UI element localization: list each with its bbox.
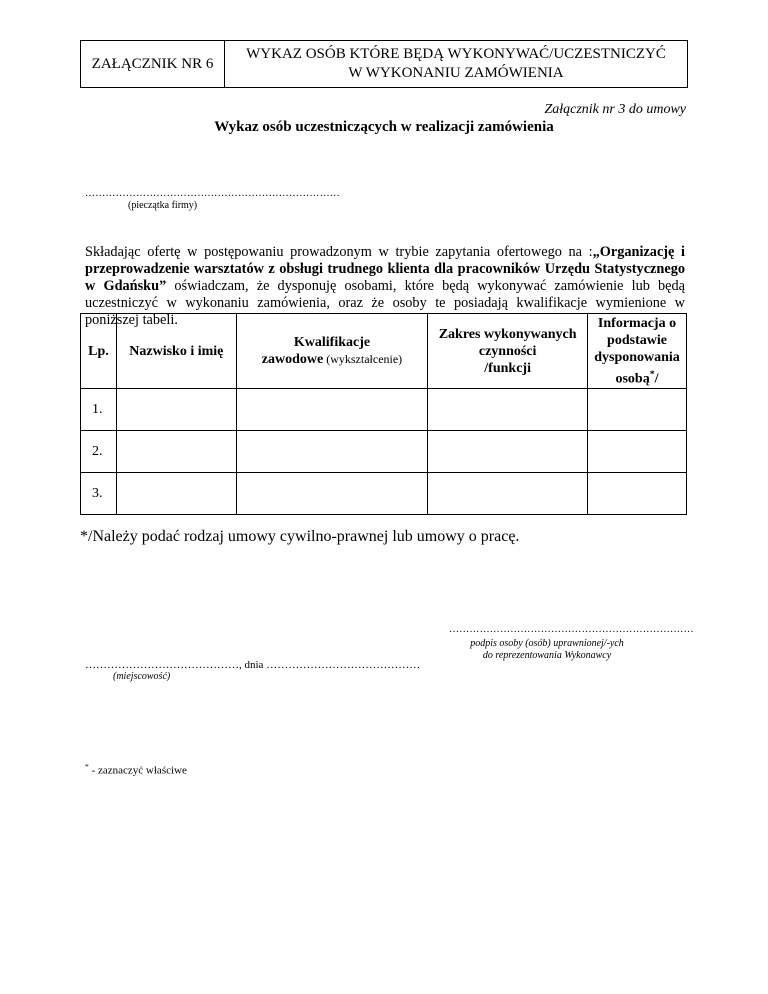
footnote: * - zaznaczyć właściwe — [85, 762, 187, 777]
stamp-caption: (pieczątka firmy) — [128, 200, 198, 211]
col-name: Nazwisko i imię — [116, 314, 236, 389]
paragraph-tail: oświadczam, że dysponuję osobami, które będą wykonywać zamówienie lub będą uczestniczyć w wykonaniu zamówienia, oraz że osoby te posiadają kwalifikacje wymienione w poniższej tabeli. — [85, 278, 685, 328]
cell-scope[interactable] — [428, 473, 588, 515]
header-box — [80, 40, 688, 88]
table-row — [81, 431, 687, 473]
cell-name[interactable] — [116, 473, 236, 515]
table-header-row — [81, 314, 687, 389]
signature-dots: ……………………………………………………………… — [449, 624, 694, 635]
stamp-dots: ………………………………………………………………… — [85, 188, 340, 199]
cell-name[interactable] — [116, 389, 236, 431]
col-info: Informacja o podstawie dysponowania osobą*/ — [588, 314, 687, 389]
document-title: Wykaz osób uczestniczących w realizacji zamówienia — [214, 119, 554, 135]
cell-info[interactable] — [588, 431, 687, 473]
col-qualifications: Kwalifikacje zawodowe (wykształcenie) — [236, 314, 428, 389]
cell-scope[interactable] — [428, 431, 588, 473]
table-row — [81, 473, 687, 515]
persons-table — [80, 313, 687, 515]
col-lp: Lp. — [81, 314, 117, 389]
header-title — [225, 41, 687, 87]
contract-note: */Należy podać rodzaj umowy cywilno-prawnej lub umowy o pracę. — [80, 528, 520, 545]
annex-note: Załącznik nr 3 do umowy — [544, 102, 686, 117]
col-scope: Zakres wykonywanych czynności /funkcji — [428, 314, 588, 389]
paragraph-lead: Składając ofertę w postępowaniu prowadzonym w trybie zapytania ofertowego na : — [85, 244, 593, 260]
row-number: 2. — [81, 431, 117, 473]
header-title-line2: W WYKONANIU ZAMÓWIENIA — [348, 65, 564, 81]
cell-scope[interactable] — [428, 389, 588, 431]
table-row — [81, 389, 687, 431]
place-caption: (miejscowość) — [113, 671, 171, 682]
cell-name[interactable] — [116, 431, 236, 473]
place-date-line: ……………………………………, dnia …………………………………… — [85, 659, 421, 671]
row-number: 1. — [81, 389, 117, 431]
cell-info[interactable] — [588, 473, 687, 515]
cell-info[interactable] — [588, 389, 687, 431]
cell-qualifications[interactable] — [236, 431, 428, 473]
paragraph-bold: „Organizację i przeprowadzenie warsztatów z obsługi trudnego klienta dla pracowników Urzędu Statystycznego w Gdańsku” — [85, 244, 685, 294]
annex-number: ZAŁĄCZNIK NR 6 — [81, 41, 225, 87]
cell-qualifications[interactable] — [236, 389, 428, 431]
row-number: 3. — [81, 473, 117, 515]
header-title-line1: WYKAZ OSÓB KTÓRE BĘDĄ WYKONYWAĆ/UCZESTNICZYĆ — [246, 46, 666, 62]
signature-caption: podpis osoby (osób) uprawnionej/-ych do reprezentowania Wykonawcy — [470, 638, 624, 661]
cell-qualifications[interactable] — [236, 473, 428, 515]
